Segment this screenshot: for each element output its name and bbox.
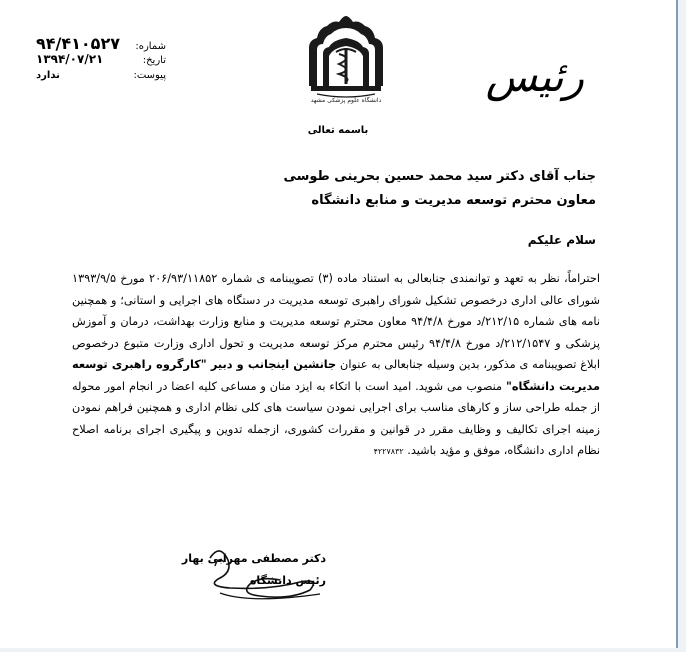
meta-number-label: شماره: [135,41,166,52]
recipient-block [283,165,596,213]
handwritten-signature [190,538,340,608]
university-logo [303,14,389,104]
body-emphasis: جانشین اینجانب و دبیر "کارگروه راهبری توسعه مدیریت دانشگاه" [72,358,601,393]
recipient-name: جناب آقای دکتر سید محمد حسین بحرینی طوسی [283,169,596,184]
horizontal-scrollbar[interactable] [0,648,686,652]
vertical-scrollbar[interactable] [678,0,686,652]
meta-number-value: ۹۴/۴۱۰۵۲۷ [36,34,120,53]
body-paragraph-part2: منصوب می شوید. امید است با اتکاء به ایزد منان و مساعی کلیه اعضا در انجام امور محوله از جمله طراحی ساز و کارهای مناسب برای اجرایی نمودن سیاست های کلی نظام اداری و همچنین فراهم نمودن زمینه اجرای تکالیف و وظایف مقرر در قوانین و مقررات کشوری، ازجمله تدوین و پیگیری اجرای برنامه اصلاح نظام اداری دانشگاه، موفق و مؤید باشید. [72,379,600,457]
meta-attachment-value: ندارد [36,70,60,81]
meta-date-label: تاریخ: [142,55,166,66]
sender-title: رئیس [485,52,584,101]
svg-text:دانشگاه علوم پزشکی مشهد: دانشگاه علوم پزشکی مشهد [310,97,382,104]
meta-attachment-row [36,70,166,88]
letter-meta [36,34,166,88]
meta-date-row [36,52,166,70]
meta-number-row [36,34,166,52]
recipient-title: معاون محترم توسعه مدیریت و منابع دانشگاه [311,193,596,208]
signer-title: رئیس دانشگاه [249,574,326,587]
bismillah-heading: باسمه تعالی [307,125,369,136]
body-reference-number: ۴۲۲۷۸۳۲ [373,447,404,456]
body-paragraph-part1: احتراماً، نظر به تعهد و توانمندی جنابعالی به استناد ماده (۳) تصویبنامه ی شماره ۲۰۶/۹۳/۱۱۸۵۲ مورخ ۱۳۹۳/۹/۵ شورای عالی اداری درخصوص تشکیل شورای راهبری توسعه مدیریت در دستگاه های اجرایی و استانی؛ و همچنین نامه های شماره ۲۱۲/۱۵/د مورخ ۹۴/۴/۸ معاون محترم توسعه مدیریت و منابع وزارت بهداشت، درمان و آموزش پزشکی و ۲۱۲/۱۵۴۷/د مورخ ۹۴/۴/۸ رئیس محترم مرکز توسعه مدیریت و تحول اداری وزارت متبوع درخصوص ابلاغ تصویبنامه ی مذکور، بدین وسیله جنابعالی به عنوان [72,272,601,371]
meta-attachment-label: پیوست: [133,70,166,81]
signer-name: دکتر مصطفی مهرابی بهار [181,552,326,565]
letter-body [72,268,600,463]
greeting: سلام علیکم [527,233,596,247]
meta-date-value: ۱۳۹۴/۰۷/۲۱ [36,52,104,66]
